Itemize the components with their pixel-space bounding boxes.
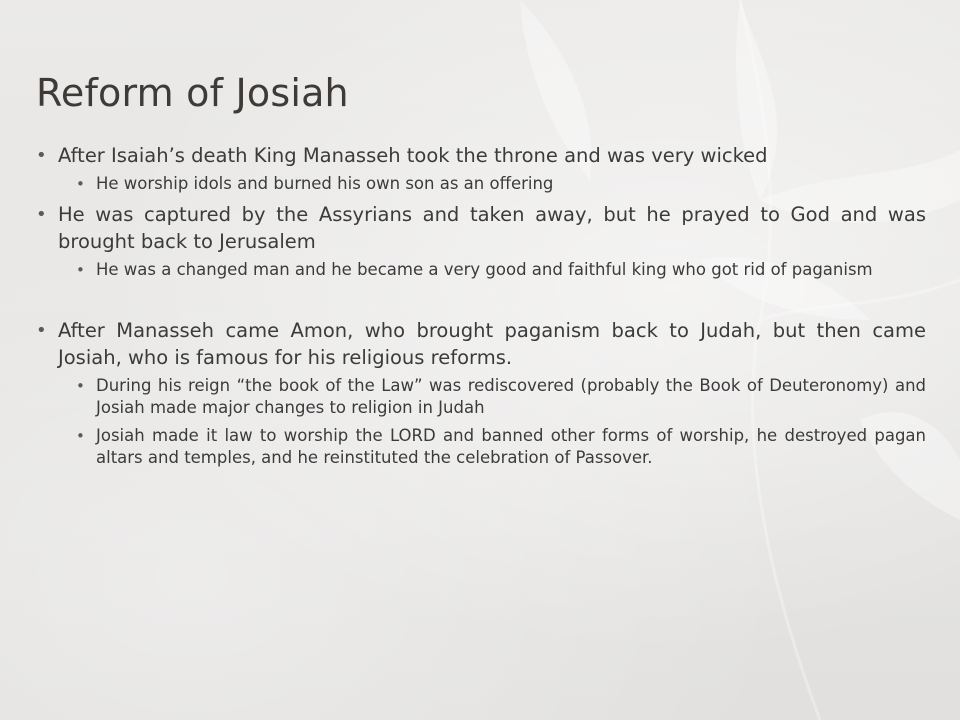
sub-bullet-item: • During his reign “the book of the Law” was rediscovered (probably the Book of Deuteronomy) and Josiah made major changes to religion in Judah [76, 375, 926, 419]
bullet-item [36, 142, 926, 195]
sub-bullet-list [58, 259, 926, 281]
spacer [36, 287, 926, 317]
bullet-item [36, 201, 926, 281]
sub-bullet-item: • Josiah made it law to worship the LORD and banned other forms of worship, he destroyed pagan altars and temples, and he reinstituted the celebration of Passover. [76, 425, 926, 469]
sub-bullet-list [58, 173, 926, 195]
bullet-text: After Isaiah’s death King Manasseh took the throne and was very wicked [58, 144, 768, 167]
bullet-text: After Manasseh came Amon, who brought paganism back to Judah, but then came Josiah, who is famous for his religious reforms. [58, 319, 926, 369]
bullet-list [36, 142, 926, 475]
slide-title: Reform of Josiah [36, 71, 349, 115]
bullet-text: He was captured by the Assyrians and taken away, but he prayed to God and was brought back to Jerusalem [58, 203, 926, 253]
sub-bullet-item: • He worship idols and burned his own son as an offering [76, 173, 926, 195]
sub-bullet-list [58, 375, 926, 469]
bullet-item [36, 317, 926, 469]
sub-bullet-item: • He was a changed man and he became a very good and faithful king who got rid of paganism [76, 259, 926, 281]
